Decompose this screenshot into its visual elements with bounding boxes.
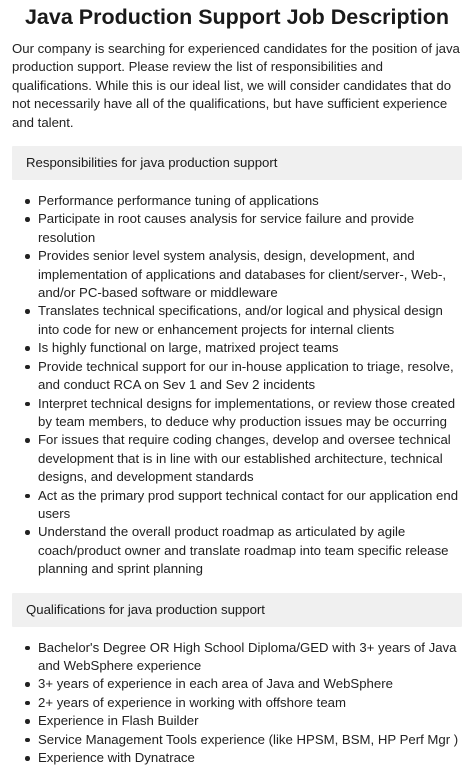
list-item: 3+ years of experience in each area of Java and WebSphere (38, 675, 462, 693)
qualifications-heading: Qualifications for java production support (12, 593, 462, 627)
list-item: Translates technical specifications, and/or logical and physical design into code for new or enhancement projects for internal clients (38, 302, 462, 339)
list-item: Service Management Tools experience (like HPSM, BSM, HP Perf Mgr ) (38, 731, 462, 749)
list-item: Interpret technical designs for implementations, or review those created by team members, to deduce why production issues may be occurring (38, 395, 462, 432)
page-title: Java Production Support Job Description (24, 5, 450, 29)
responsibilities-list (12, 192, 462, 579)
list-item: Understand the overall product roadmap as articulated by agile coach/product owner and translate roadmap into team specific release planning and sprint planning (38, 523, 462, 578)
list-item: Provide technical support for our in-house application to triage, resolve, and conduct RCA on Sev 1 and Sev 2 incidents (38, 358, 462, 395)
qualifications-list (12, 639, 462, 767)
list-item: Provides senior level system analysis, design, development, and implementation of applications and databases for client/server-, Web-, and/or PC-based software or middleware (38, 247, 462, 302)
list-item: For issues that require coding changes, develop and oversee technical development that is in line with our established architecture, technical designs, and development standards (38, 431, 462, 486)
list-item: Performance performance tuning of applications (38, 192, 462, 210)
list-item: 2+ years of experience in working with offshore team (38, 694, 462, 712)
list-item: Is highly functional on large, matrixed project teams (38, 339, 462, 357)
list-item: Act as the primary prod support technical contact for our application end users (38, 487, 462, 524)
list-item: Bachelor's Degree OR High School Diploma/GED with 3+ years of Java and WebSphere experience (38, 639, 462, 676)
list-item: Participate in root causes analysis for service failure and provide resolution (38, 210, 462, 247)
list-item: Experience in Flash Builder (38, 712, 462, 730)
intro-paragraph: Our company is searching for experienced candidates for the position of java production support. Please review the list of responsibilities and qualifications. While this is our ideal list, we will consider candidates that do not necessarily have all of the qualifications, but have sufficient experience and talent. (12, 41, 460, 130)
responsibilities-heading: Responsibilities for java production support (12, 146, 462, 180)
list-item: Experience with Dynatrace (38, 749, 462, 767)
